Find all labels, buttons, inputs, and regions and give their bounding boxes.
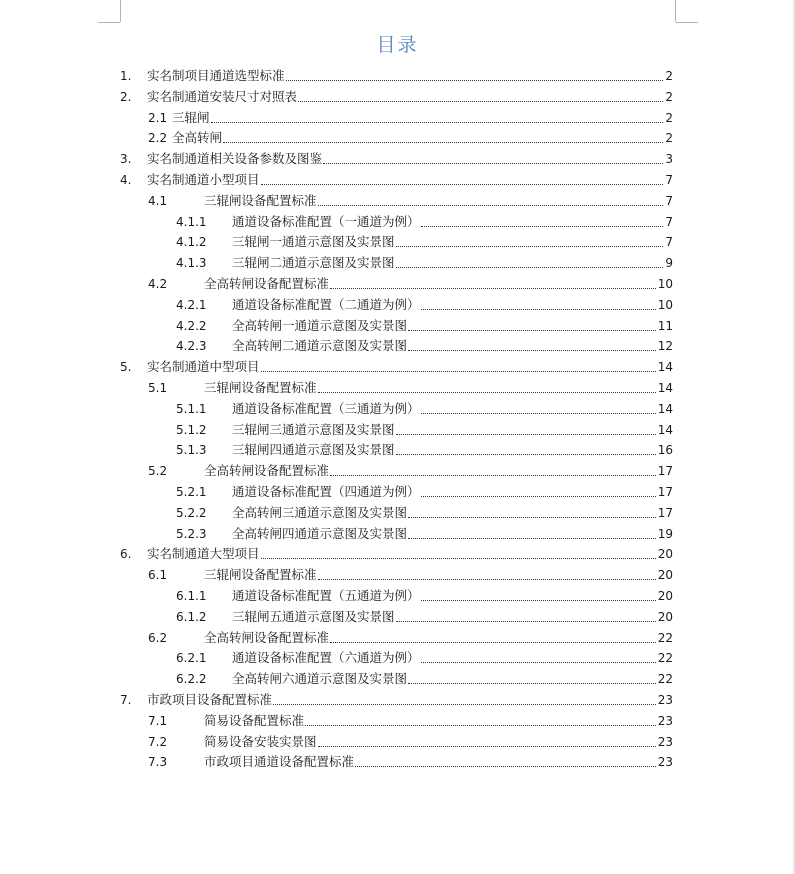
toc-page-number: 20 bbox=[657, 547, 673, 562]
toc-dot-leader bbox=[330, 641, 656, 643]
toc-entry-title: 全高转闸设备配置标准 bbox=[204, 629, 330, 645]
toc-entry-title: 实名制通道安装尺寸对照表 bbox=[147, 88, 298, 104]
toc-page-number: 23 bbox=[657, 693, 673, 707]
toc-entry[interactable] bbox=[148, 106, 673, 126]
toc-page-number: 3 bbox=[665, 152, 673, 167]
toc-entry-title: 三辊闸三通道示意图及实景图 bbox=[232, 421, 395, 437]
toc-entry[interactable] bbox=[148, 750, 673, 770]
crop-mark-right-vertical bbox=[675, 0, 676, 22]
toc-entry[interactable] bbox=[176, 667, 673, 687]
toc-entry-number: 4. bbox=[120, 173, 132, 187]
toc-dot-leader bbox=[318, 204, 664, 206]
toc-entry-title: 全高转闸设备配置标准 bbox=[204, 276, 330, 291]
toc-entry[interactable] bbox=[120, 168, 673, 188]
toc-entry-title: 全高转闸设备配置标准 bbox=[204, 463, 330, 479]
toc-entry-number: 4.2 bbox=[148, 277, 168, 291]
toc-page-number: 22 bbox=[657, 651, 673, 666]
toc-page-number: 20 bbox=[657, 589, 673, 603]
toc-entry-title: 三辊闸 bbox=[172, 109, 210, 125]
toc-dot-leader bbox=[421, 661, 656, 663]
toc-dot-leader bbox=[396, 245, 664, 247]
toc-page-number: 22 bbox=[657, 630, 673, 645]
toc-page-number: 2 bbox=[665, 110, 673, 125]
toc-entry-title: 全高转闸三通道示意图及实景图 bbox=[232, 504, 408, 520]
toc-entry-number: 6. bbox=[120, 547, 132, 562]
toc-entry[interactable] bbox=[176, 522, 673, 542]
toc-entry-title: 三辊闸四通道示意图及实景图 bbox=[232, 442, 395, 458]
toc-entry-title: 实名制通道大型项目 bbox=[147, 546, 260, 562]
toc-entry-number: 7.1 bbox=[148, 713, 168, 728]
toc-page-number: 2 bbox=[665, 131, 673, 146]
toc-entry[interactable] bbox=[148, 459, 673, 479]
toc-page-number: 10 bbox=[657, 277, 673, 291]
toc-entry[interactable] bbox=[148, 626, 673, 646]
toc-entry-title: 三辊闸设备配置标准 bbox=[204, 380, 317, 395]
toc-entry-number: 3. bbox=[120, 152, 132, 167]
toc-entry-number: 2. bbox=[120, 89, 132, 104]
toc-entry[interactable] bbox=[176, 210, 673, 230]
toc-entry[interactable] bbox=[148, 189, 673, 209]
toc-entry-number: 5.2.2 bbox=[176, 505, 207, 520]
toc-entry[interactable] bbox=[120, 355, 673, 375]
toc-page-number: 17 bbox=[657, 485, 673, 499]
toc-entry[interactable] bbox=[148, 563, 673, 583]
toc-entry[interactable] bbox=[176, 438, 673, 458]
toc-entry-title: 通道设备标准配置（六通道为例） bbox=[232, 650, 420, 666]
toc-dot-leader bbox=[298, 100, 663, 102]
toc-entry[interactable] bbox=[120, 688, 673, 708]
toc-entry-number: 4.1.1 bbox=[176, 214, 207, 229]
toc-page-number: 7 bbox=[665, 235, 673, 250]
toc-page-number: 20 bbox=[657, 609, 673, 624]
toc-page-number: 14 bbox=[657, 381, 673, 395]
toc-entry[interactable] bbox=[176, 418, 673, 438]
toc-entry-title: 通道设备标准配置（五通道为例） bbox=[232, 588, 420, 603]
toc-dot-leader bbox=[355, 765, 656, 767]
toc-entry[interactable] bbox=[176, 230, 673, 250]
toc-dot-leader bbox=[305, 724, 656, 726]
toc-entry[interactable] bbox=[176, 584, 673, 604]
toc-page-number: 7 bbox=[665, 173, 673, 187]
toc-entry-number: 6.2 bbox=[148, 630, 168, 645]
toc-entry-number: 6.1 bbox=[148, 568, 168, 583]
toc-entry-number: 7.3 bbox=[148, 755, 168, 770]
toc-dot-leader bbox=[396, 453, 656, 455]
toc-entry-number: 7. bbox=[120, 693, 132, 707]
toc-entry[interactable] bbox=[148, 376, 673, 396]
toc-entry-title: 全高转闸 bbox=[172, 130, 223, 146]
toc-entry-number: 4.2.1 bbox=[176, 297, 207, 312]
crop-mark-left-horizontal bbox=[98, 22, 120, 23]
toc-dot-leader bbox=[318, 391, 656, 393]
toc-dot-leader bbox=[408, 516, 656, 518]
toc-entry-title: 三辊闸二通道示意图及实景图 bbox=[232, 255, 395, 271]
toc-page-number: 7 bbox=[665, 214, 673, 229]
toc-page-number: 22 bbox=[657, 672, 673, 687]
toc-entry-title: 全高转闸一通道示意图及实景图 bbox=[232, 317, 408, 333]
toc-dot-leader bbox=[421, 599, 656, 601]
toc-dot-leader bbox=[211, 121, 664, 123]
toc-page-number: 23 bbox=[657, 734, 673, 749]
toc-entry-title: 实名制通道相关设备参数及图鉴 bbox=[147, 151, 323, 167]
toc-dot-leader bbox=[286, 79, 664, 81]
toc-entry-title: 三辊闸一通道示意图及实景图 bbox=[232, 234, 395, 250]
toc-page-number: 20 bbox=[657, 568, 673, 583]
toc-dot-leader bbox=[408, 682, 656, 684]
toc-entry[interactable] bbox=[148, 126, 673, 146]
toc-entry[interactable] bbox=[176, 501, 673, 521]
toc-entry-number: 6.2.1 bbox=[176, 651, 207, 666]
toc-dot-leader bbox=[421, 225, 664, 227]
toc-entry-number: 5.2.1 bbox=[176, 485, 207, 499]
toc-entry-title: 三辊闸设备配置标准 bbox=[204, 567, 317, 583]
toc-entry[interactable] bbox=[176, 314, 673, 334]
toc-page-number: 23 bbox=[657, 713, 673, 728]
toc-page-number: 23 bbox=[657, 755, 673, 770]
toc-entry-number: 2.1 bbox=[148, 110, 168, 125]
toc-entry-title: 市政项目通道设备配置标准 bbox=[204, 754, 355, 770]
toc-entry-title: 全高转闸四通道示意图及实景图 bbox=[232, 525, 408, 541]
toc-dot-leader bbox=[273, 703, 656, 705]
toc-entry-number: 1. bbox=[120, 69, 132, 83]
toc-entry-number: 6.1.1 bbox=[176, 589, 207, 603]
toc-entry-number: 4.2.3 bbox=[176, 339, 207, 354]
toc-entry-number: 5.1.3 bbox=[176, 443, 207, 458]
toc-entry-title: 通道设备标准配置（一通道为例） bbox=[232, 213, 420, 229]
toc-entry-number: 7.2 bbox=[148, 734, 168, 749]
toc-page-number: 9 bbox=[665, 256, 673, 271]
toc-entry[interactable] bbox=[176, 646, 673, 666]
toc-dot-leader bbox=[421, 495, 656, 497]
toc-entry-title: 全高转闸二通道示意图及实景图 bbox=[232, 338, 408, 354]
toc-dot-leader bbox=[330, 474, 656, 476]
toc-dot-leader bbox=[421, 308, 656, 310]
toc-entry-title: 实名制通道中型项目 bbox=[147, 359, 260, 375]
toc-entry-number: 5.1.2 bbox=[176, 422, 207, 437]
toc-entry-title: 市政项目设备配置标准 bbox=[147, 692, 273, 707]
toc-page-number: 14 bbox=[657, 422, 673, 437]
toc-dot-leader bbox=[330, 287, 656, 289]
toc-entry-number: 2.2 bbox=[148, 131, 168, 146]
toc-page-number: 14 bbox=[657, 360, 673, 375]
toc-entry[interactable] bbox=[176, 397, 673, 417]
toc-entry-number: 6.1.2 bbox=[176, 609, 207, 624]
toc-entry-number: 5. bbox=[120, 360, 132, 375]
toc-page-number: 10 bbox=[657, 297, 673, 312]
toc-dot-leader bbox=[261, 370, 656, 372]
toc-entry[interactable] bbox=[176, 334, 673, 354]
toc-dot-leader bbox=[318, 745, 656, 747]
crop-mark-right-horizontal bbox=[676, 22, 698, 23]
toc-entry-number: 4.2.2 bbox=[176, 318, 207, 333]
toc-dot-leader bbox=[323, 162, 663, 164]
toc-entry[interactable] bbox=[176, 293, 673, 313]
toc-entry[interactable] bbox=[120, 64, 673, 84]
toc-page-number: 7 bbox=[665, 193, 673, 208]
toc-dot-leader bbox=[261, 183, 664, 185]
toc-dot-leader bbox=[396, 433, 656, 435]
toc-page-number: 2 bbox=[665, 69, 673, 83]
toc-entry[interactable] bbox=[148, 272, 673, 292]
toc-dot-leader bbox=[396, 620, 656, 622]
toc-entry[interactable] bbox=[120, 85, 673, 105]
toc-entry-number: 5.2 bbox=[148, 464, 168, 479]
toc-title: 目录 bbox=[376, 34, 419, 56]
toc-entry-number: 5.2.3 bbox=[176, 526, 207, 541]
toc-entry-title: 通道设备标准配置（三通道为例） bbox=[232, 400, 420, 416]
toc-entry-title: 实名制通道小型项目 bbox=[147, 172, 260, 187]
toc-entry-title: 三辊闸设备配置标准 bbox=[204, 192, 317, 208]
toc-entry-number: 5.1.1 bbox=[176, 401, 207, 416]
toc-dot-leader bbox=[408, 349, 656, 351]
toc-entry[interactable] bbox=[148, 709, 673, 729]
toc-page-number: 2 bbox=[665, 89, 673, 104]
toc-dot-leader bbox=[223, 141, 663, 143]
toc-entry[interactable] bbox=[120, 147, 673, 167]
toc-entry[interactable] bbox=[148, 730, 673, 750]
toc-dot-leader bbox=[408, 537, 656, 539]
toc-dot-leader bbox=[261, 557, 656, 559]
toc-entry-number: 5.1 bbox=[148, 381, 168, 395]
toc-entry-title: 通道设备标准配置（二通道为例） bbox=[232, 296, 420, 312]
crop-mark-left-vertical bbox=[120, 0, 121, 22]
toc-page-number: 17 bbox=[657, 505, 673, 520]
toc-dot-leader bbox=[408, 329, 656, 331]
toc-entry-title: 通道设备标准配置（四通道为例） bbox=[232, 484, 420, 499]
toc-page-number: 12 bbox=[657, 339, 673, 354]
toc-page-number: 19 bbox=[657, 526, 673, 541]
toc-entry[interactable] bbox=[120, 542, 673, 562]
toc-dot-leader bbox=[421, 412, 656, 414]
toc-entry-number: 4.1.3 bbox=[176, 256, 207, 271]
toc-dot-leader bbox=[318, 578, 656, 580]
toc-entry-title: 三辊闸五通道示意图及实景图 bbox=[232, 608, 395, 624]
toc-entry-title: 简易设备安装实景图 bbox=[204, 733, 317, 749]
toc-entry[interactable] bbox=[176, 480, 673, 500]
toc-entry-number: 4.1.2 bbox=[176, 235, 207, 250]
toc-entry-number: 4.1 bbox=[148, 193, 168, 208]
toc-entry-title: 实名制项目通道选型标准 bbox=[147, 68, 285, 83]
toc-page-number: 16 bbox=[657, 443, 673, 458]
toc-page-number: 14 bbox=[657, 401, 673, 416]
toc-page-number: 17 bbox=[657, 464, 673, 479]
toc-dot-leader bbox=[396, 266, 664, 268]
toc-entry[interactable] bbox=[176, 251, 673, 271]
toc-page-number: 11 bbox=[657, 318, 673, 333]
toc-entry-number: 6.2.2 bbox=[176, 672, 207, 687]
toc-entry-title: 简易设备配置标准 bbox=[204, 712, 305, 728]
toc-entry[interactable] bbox=[176, 605, 673, 625]
toc-entry-title: 全高转闸六通道示意图及实景图 bbox=[232, 671, 408, 687]
